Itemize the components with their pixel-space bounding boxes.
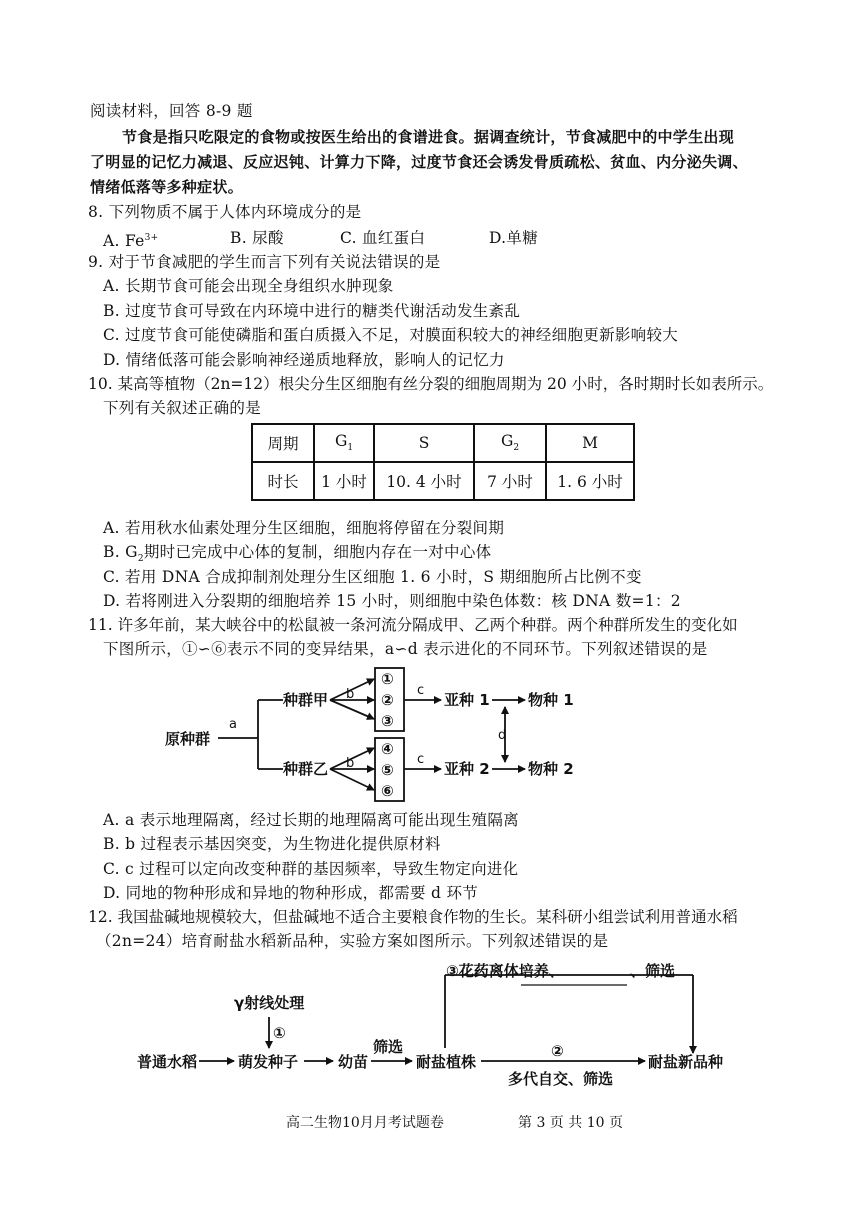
species-2-label: 物种 2 [528,760,574,778]
q11-stem-line-2: 下图所示，①∽⑥表示不同的变异结果，a∽d 表示进化的不同环节。下列叙述错误的是 [103,640,708,658]
subspecies-1-label: 亚种 1 [444,691,490,709]
flow-salt-tolerant-plant: 耐盐植株 [416,1053,477,1071]
q9-option-a: A. 长期节食可能会出现全身组织水肿现象 [103,277,394,295]
q8-option-b: B. 尿酸 [230,229,284,247]
species-1-label: 物种 1 [528,691,574,709]
table-cell: 时长 [252,462,314,500]
variation-1: ① [381,670,394,688]
q9-stem: 9. 对于节食减肥的学生而言下列有关说法错误的是 [88,253,441,271]
population-b-label: 种群乙 [283,760,329,778]
footer-exam-title: 高二生物10月月考试题卷 [286,1115,444,1131]
flow-common-rice: 普通水稻 [137,1053,198,1071]
flow-germinating-seed: 萌发种子 [238,1053,299,1071]
q9-option-b: B. 过度节食可导致在内环境中进行的糖类代谢活动发生紊乱 [103,302,521,320]
flow-step-1: ① [273,1024,286,1042]
population-a-label: 种群甲 [283,691,329,709]
flow-seedling: 幼苗 [338,1053,369,1071]
original-population-label: 原种群 [165,730,211,748]
flow-step-2: ② [551,1042,564,1060]
reading-para-line-2: 了明显的记忆力减退、反应迟钝、计算力下降，过度节食还会诱发骨质疏松、贫血、内分泌失调、 [90,153,748,171]
table-cell: 10. 4 小时 [374,462,474,500]
q10-stem-line-1: 10. 某高等植物（2n=12）根尖分生区细胞有丝分裂的细胞周期为 20 小时，各时期时长如表所示。 [88,375,774,393]
label-c-2: c [417,752,425,767]
variation-5: ⑤ [381,761,394,779]
label-b-2: b [346,756,355,771]
flow-new-variety: 耐盐新品种 [648,1053,724,1071]
q8-stem: 8. 下列物质不属于人体内环境成分的是 [88,203,362,221]
variation-6: ⑥ [381,782,394,800]
q10-option-b: B. $G_2$期时已完成中心体的复制，细胞内存在一对中心体 [103,543,492,565]
variation-3: ③ [381,712,394,730]
variation-2: ② [381,691,394,709]
q10-option-a: A. 若用秋水仙素处理分生区细胞，细胞将停留在分裂间期 [103,519,505,537]
q10-stem-line-2: 下列有关叙述正确的是 [103,399,262,417]
q9-option-d: D. 情绪低落可能会影响神经递质地释放，影响人的记忆力 [103,351,505,369]
flow-gamma-label: γ射线处理 [234,994,305,1012]
table-header-cell: M [546,424,634,462]
table-cell: 1 小时 [314,462,374,500]
q9-option-c: C. 过度节食可能使磷脂和蛋白质摄入不足，对膜面积较大的神经细胞更新影响较大 [103,326,679,344]
table-header-cell: 周期 [252,424,314,462]
flow-screen-top-label: 、筛选 [630,962,676,980]
table-header-cell: $G_2$ [474,424,546,462]
q10-option-d: D. 若将刚进入分裂期的细胞培养 15 小时，则细胞中染色体数：核 DNA 数=1：2 [103,592,681,610]
flow-selfing-label: 多代自交、筛选 [508,1070,614,1088]
q8-option-c: C. 血红蛋白 [340,229,426,247]
label-c-1: c [417,683,425,698]
q12-stem-line-1: 12. 我国盐碱地规模较大，但盐碱地不适合主要粮食作物的生长。某科研小组尝试利用普通水稻 [88,908,738,926]
q11-option-d: D. 同地的物种形成和异地的物种形成，都需要 d 环节 [103,884,479,902]
q8-option-a: A. $Fe^{3+}$ [103,232,159,251]
table-header-cell: $G_1$ [314,424,374,462]
flow-screen-label: 筛选 [373,1038,404,1056]
flow-anther-culture-label: ③花药离体培养、 [446,962,564,980]
reading-heading: 阅读材料，回答 8-9 题 [90,102,253,120]
q11-option-a: A. a 表示地理隔离，经过长期的地理隔离可能出现生殖隔离 [103,811,519,829]
q11-option-b: B. b 过程表示基因突变，为生物进化提供原材料 [103,835,441,853]
reading-para-line-3: 情绪低落等多种症状。 [90,178,244,196]
label-b-1: b [346,687,355,702]
table-cell: 1. 6 小时 [546,462,634,500]
footer-page-number: 第 3 页 共 10 页 [518,1115,623,1131]
q12-stem-line-2: （2n=24）培育耐盐水稻新品种，实验方案如图所示。下列叙述错误的是 [96,932,609,950]
reading-para-line-1: 节食是指只吃限定的食物或按医生给出的食谱进食。据调查统计，节食减肥中的中学生出现 [122,128,735,146]
q10-option-c: C. 若用 DNA 合成抑制剂处理分生区细胞 1. 6 小时，S 期细胞所占比例不变 [103,568,642,586]
table-cell: 7 小时 [474,462,546,500]
label-a: a [229,717,237,732]
variation-4: ④ [381,740,394,758]
subspecies-2-label: 亚种 2 [444,760,490,778]
q11-option-c: C. c 过程可以定向改变种群的基因频率，导致生物定向进化 [103,860,519,878]
q8-option-d: D.单糖 [489,229,539,247]
label-d: d [498,728,507,743]
q11-stem-line-1: 11. 许多年前，某大峡谷中的松鼠被一条河流分隔成甲、乙两个种群。两个种群所发生的变化如 [88,616,738,634]
table-header-cell: S [374,424,474,462]
